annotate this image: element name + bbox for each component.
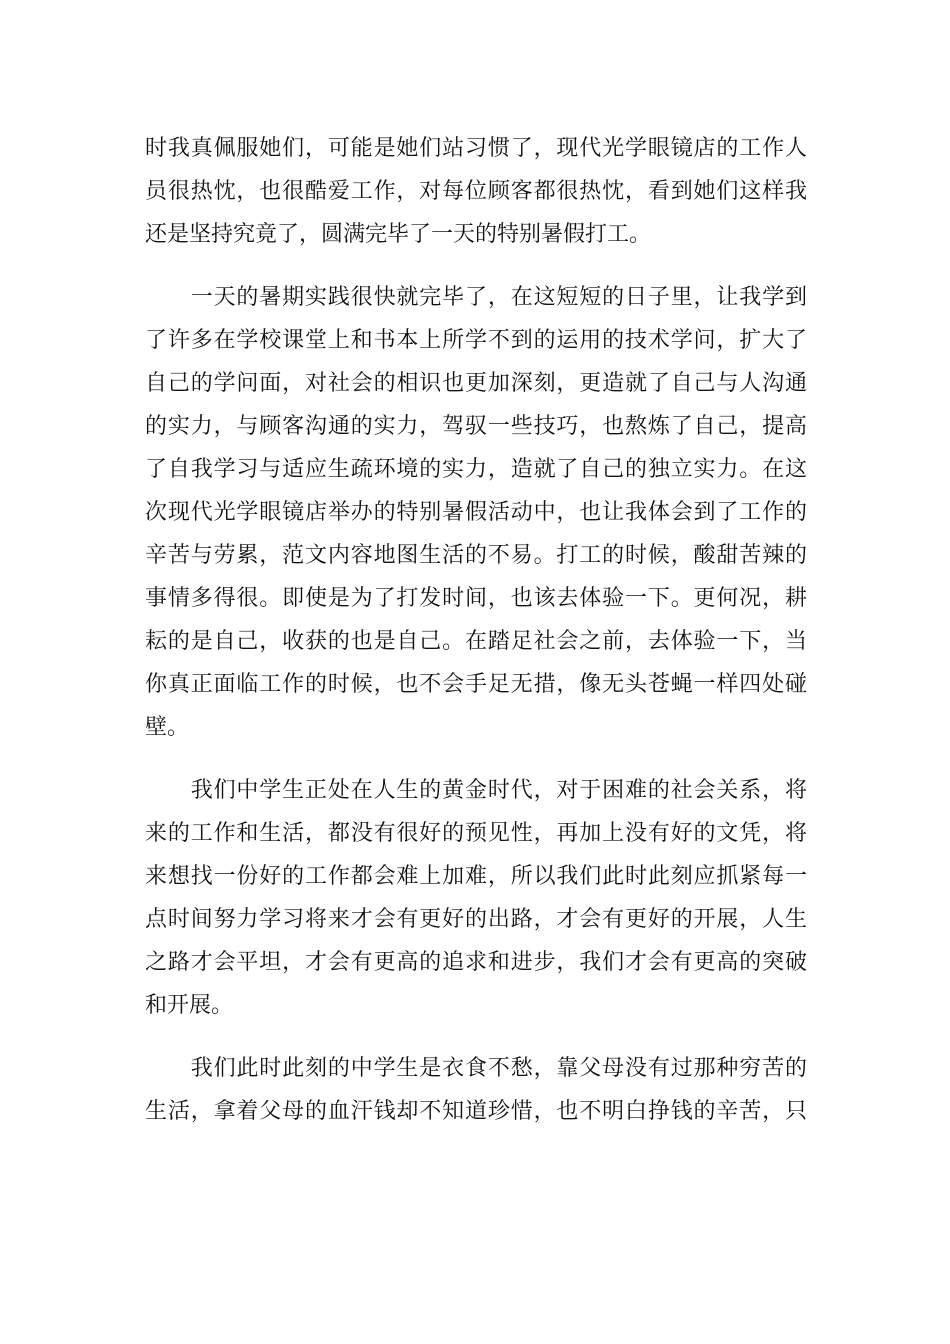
text-line: 辛苦与劳累，范文内容地图生活的不易。打工的时候，酸甜苦辣的 xyxy=(145,543,807,568)
text-line: 来的工作和生活，都没有很好的预见性，再加上没有好的文凭，将 xyxy=(145,821,807,846)
text-line: 次现代光学眼镜店举办的特别暑假活动中，也让我体会到了工作的 xyxy=(145,500,807,525)
text-line: 之路才会平坦，才会有更高的追求和进步，我们才会有更高的突破 xyxy=(145,950,807,975)
text-line: 生活，拿着父母的血汗钱却不知道珍惜，也不明白挣钱的辛苦，只 xyxy=(145,1099,807,1124)
text-line: 我们此时此刻的中学生是衣食不愁，靠父母没有过那种穷苦的 xyxy=(145,1056,807,1081)
text-line: 自己的学问面，对社会的相识也更加深刻，更造就了自己与人沟通 xyxy=(145,371,807,396)
text-line: 我们中学生正处在人生的黄金时代，对于困难的社会关系，将 xyxy=(145,778,807,803)
text-line: 点时间努力学习将来才会有更好的出路，才会有更好的开展，人生 xyxy=(145,907,807,932)
text-line: 时我真佩服她们，可能是她们站习惯了，现代光学眼镜店的工作人 xyxy=(145,136,807,161)
text-line: 来想找一份好的工作都会难上加难，所以我们此时此刻应抓紧每一 xyxy=(145,864,807,889)
paragraph-spacer xyxy=(145,1027,807,1047)
text-line: 了许多在学校课堂上和书本上所学不到的运用的技术学问，扩大了 xyxy=(145,328,807,353)
text-line: 事情多得很。即使是为了打发时间，也该去体验一下。更何况，耕 xyxy=(145,586,807,611)
paragraph xyxy=(145,127,807,256)
paragraph xyxy=(145,769,807,1027)
text-line: 壁。 xyxy=(145,715,190,740)
text-line: 耘的是自己，收获的也是自己。在踏足社会之前，去体验一下，当 xyxy=(145,629,807,654)
paragraph xyxy=(145,276,807,749)
paragraph xyxy=(145,1047,807,1133)
text-line: 了自我学习与适应生疏环境的实力，造就了自己的独立实力。在这 xyxy=(145,457,807,482)
text-line: 和开展。 xyxy=(145,993,234,1018)
paragraph-spacer xyxy=(145,256,807,276)
text-line: 的实力，与顾客沟通的实力，驾驭一些技巧，也熬炼了自己，提高 xyxy=(145,414,807,439)
text-line: 员很热忱，也很酷爱工作，对每位顾客都很热忱，看到她们这样我 xyxy=(145,179,807,204)
paragraph-spacer xyxy=(145,749,807,769)
text-line: 你真正面临工作的时候，也不会手足无措，像无头苍蝇一样四处碰 xyxy=(145,672,807,697)
text-line: 一天的暑期实践很快就完毕了，在这短短的日子里，让我学到 xyxy=(145,285,807,310)
text-line: 还是坚持究竟了，圆满完毕了一天的特别暑假打工。 xyxy=(145,222,652,247)
document-body xyxy=(145,127,807,1133)
